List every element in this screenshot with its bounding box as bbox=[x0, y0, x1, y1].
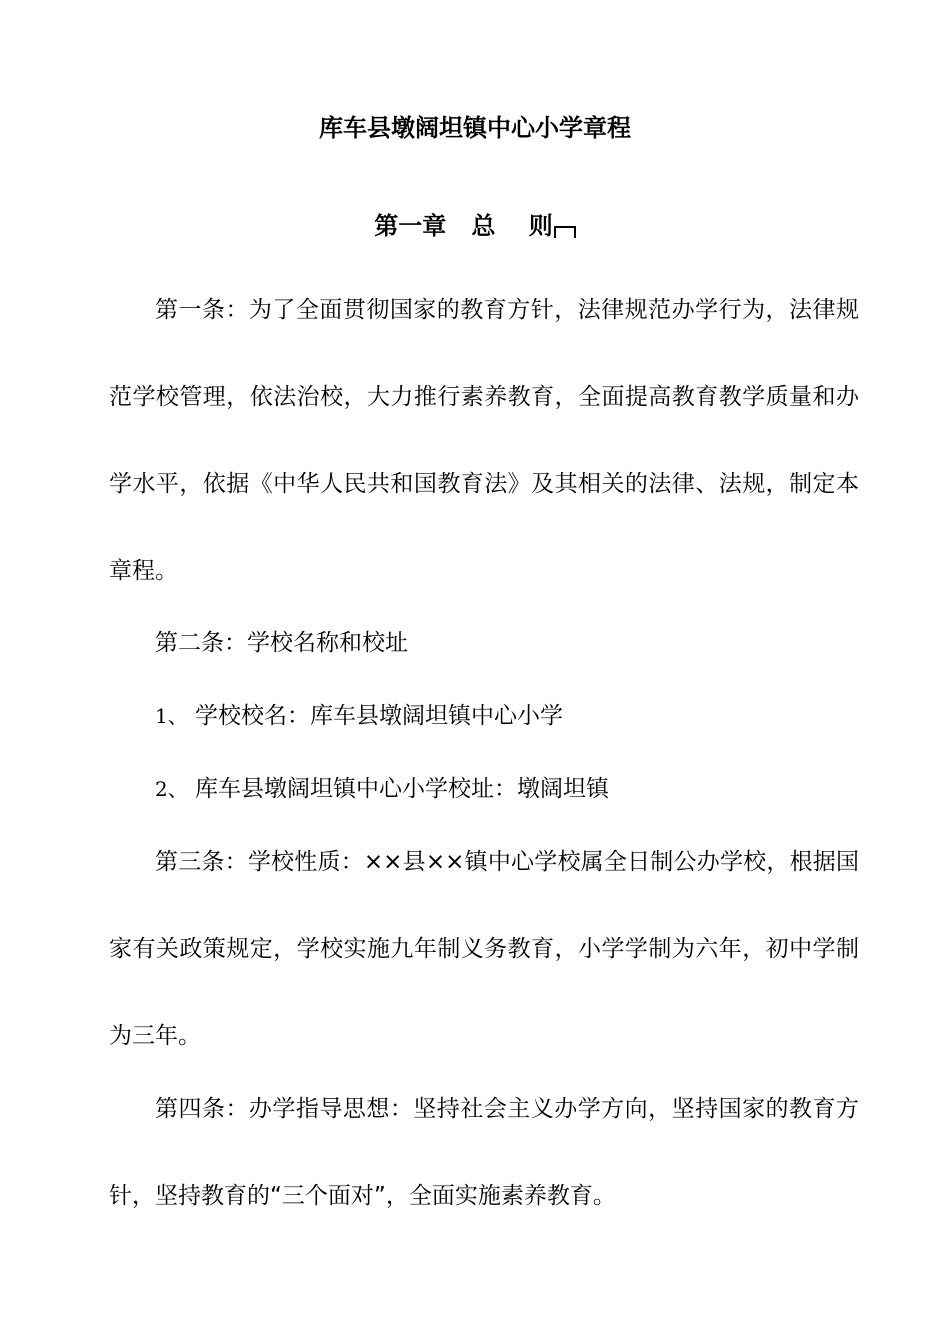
item-1-number: 1、 bbox=[155, 704, 188, 728]
article-3-line-2: 家有关政策规定，学校实施九年制义务教育，小学学制为六年，初中学制 bbox=[109, 936, 859, 962]
item-1-text: 学校校名：库车县墩阔坦镇中心小学 bbox=[195, 703, 564, 729]
item-2-text: 库车县墩阔坦镇中心小学校址：墩阔坦镇 bbox=[195, 776, 610, 802]
article-1-line-3: 学水平，依据《中华人民共和国教育法》及其相关的法律、法规，制定本 bbox=[109, 471, 859, 497]
article-2-heading: 第二条：学校名称和校址 bbox=[155, 630, 408, 656]
bracket-mark-icon bbox=[554, 226, 576, 238]
item-2-number: 2、 bbox=[155, 777, 188, 801]
chapter-heading bbox=[0, 206, 950, 241]
article-1-line-1: 第一条：为了全面贯彻国家的教育方针，法律规范办学行为，法律规 bbox=[155, 297, 859, 323]
document-title: 库车县墩阔坦镇中心小学章程 bbox=[319, 114, 631, 142]
chapter-name-part-2: 则 bbox=[528, 212, 553, 240]
article-1-line-4: 章程。 bbox=[109, 558, 178, 584]
article-3-line-3: 为三年。 bbox=[109, 1023, 201, 1049]
article-4-line-1: 第四条：办学指导思想：坚持社会主义办学方向，坚持国家的教育方 bbox=[155, 1096, 859, 1122]
chapter-name-part-1: 总 bbox=[471, 212, 496, 240]
chapter-label: 第一章 bbox=[374, 212, 447, 240]
article-2-item-1 bbox=[155, 701, 859, 731]
article-4-line-2: 针，坚持教育的“三个面对”，全面实施素养教育。 bbox=[109, 1183, 616, 1209]
article-3-line-1: 第三条：学校性质：××县××镇中心学校属全日制公办学校，根据国 bbox=[155, 849, 859, 875]
article-1-line-2: 范学校管理，依法治校，大力推行素养教育，全面提高教育教学质量和办 bbox=[109, 384, 859, 410]
article-2-item-2 bbox=[155, 774, 859, 804]
